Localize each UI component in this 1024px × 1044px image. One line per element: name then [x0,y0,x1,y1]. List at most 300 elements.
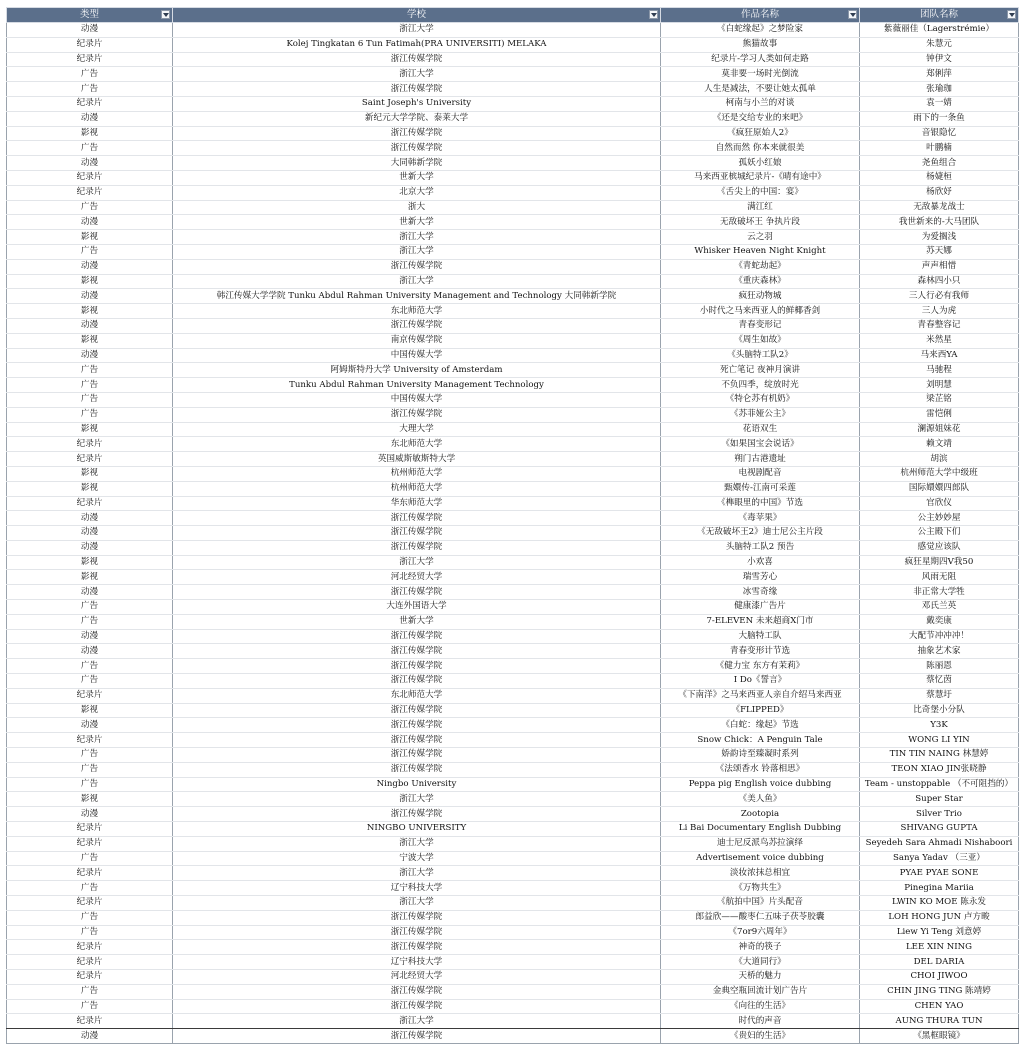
cell-work-title[interactable]: 神奇的筷子 [661,940,860,955]
cell-school[interactable]: 浙江传媒学院 [173,762,661,777]
table-row[interactable] [7,999,1019,1014]
cell-work-title[interactable]: 人生是减法，不要让她太孤单 [661,82,860,97]
cell-type[interactable]: 动漫 [7,23,173,38]
cell-work-title[interactable]: 冰雪奇缘 [661,585,860,600]
cell-team-name[interactable]: DEL DARIA [860,955,1019,970]
cell-work-title[interactable]: 《健力宝 东方有茉莉》 [661,659,860,674]
cell-work-title[interactable]: 孤妖小红娘 [661,156,860,171]
cell-work-title[interactable]: 花语双生 [661,422,860,437]
table-row[interactable] [7,170,1019,185]
cell-work-title[interactable]: Li Bai Documentary English Dubbing [661,822,860,837]
cell-work-title[interactable]: 满江红 [661,200,860,215]
cell-type[interactable]: 纪录片 [7,955,173,970]
table-row[interactable] [7,318,1019,333]
cell-type[interactable]: 影视 [7,333,173,348]
cell-work-title[interactable]: Snow Chick：A Penguin Tale [661,733,860,748]
cell-work-title[interactable]: 健康漆广告片 [661,600,860,615]
cell-work-title[interactable]: 《万物共生》 [661,881,860,896]
cell-type[interactable]: 动漫 [7,629,173,644]
cell-work-title[interactable]: 熊猫故事 [661,37,860,52]
cell-type[interactable]: 动漫 [7,585,173,600]
cell-team-name[interactable]: 蔡忆茵 [860,674,1019,689]
cell-type[interactable]: 纪录片 [7,896,173,911]
cell-type[interactable]: 动漫 [7,156,173,171]
cell-school[interactable]: 浙江传媒学院 [173,629,661,644]
cell-school[interactable]: 浙江大学 [173,866,661,881]
cell-school[interactable]: 浙江传媒学院 [173,910,661,925]
table-row[interactable] [7,1014,1019,1029]
cell-type[interactable]: 动漫 [7,318,173,333]
table-row[interactable] [7,644,1019,659]
cell-work-title[interactable]: 无敌破坏王 争执片段 [661,215,860,230]
cell-school[interactable]: 浙江传媒学院 [173,141,661,156]
cell-team-name[interactable]: 雷恺俐 [860,407,1019,422]
cell-type[interactable]: 广告 [7,614,173,629]
table-row[interactable] [7,733,1019,748]
cell-team-name[interactable]: 公主妙妙屋 [860,511,1019,526]
cell-type[interactable]: 纪录片 [7,822,173,837]
cell-school[interactable]: 浙江大学 [173,23,661,38]
cell-school[interactable]: 韩江传媒大学学院 Tunku Abdul Rahman University Management and Technology 大同韩新学院 [173,289,661,304]
cell-team-name[interactable]: 官欣仪 [860,496,1019,511]
table-row[interactable] [7,215,1019,230]
cell-work-title[interactable]: 纪录片-学习人类如何走路 [661,52,860,67]
cell-type[interactable]: 影视 [7,792,173,807]
cell-school[interactable]: 浙江传媒学院 [173,585,661,600]
table-row[interactable] [7,555,1019,570]
cell-school[interactable]: 浙江大学 [173,274,661,289]
cell-type[interactable]: 纪录片 [7,37,173,52]
cell-work-title[interactable]: 《白蛇：缘起》节选 [661,718,860,733]
cell-school[interactable]: 浙江大学 [173,1014,661,1029]
cell-team-name[interactable]: 比奇堡小分队 [860,703,1019,718]
cell-work-title[interactable]: 马来西亚槟城纪录片-《晴有途中》 [661,170,860,185]
table-row[interactable] [7,333,1019,348]
cell-type[interactable]: 影视 [7,466,173,481]
cell-work-title[interactable]: 疯狂动物城 [661,289,860,304]
cell-team-name[interactable]: 叶鹏楠 [860,141,1019,156]
cell-work-title[interactable]: 朔门古港遗址 [661,452,860,467]
cell-type[interactable]: 纪录片 [7,970,173,985]
cell-school[interactable]: 辽宁科技大学 [173,881,661,896]
cell-work-title[interactable]: 《法颂香水 铃落相思》 [661,762,860,777]
cell-type[interactable]: 影视 [7,703,173,718]
cell-school[interactable]: 世新大学 [173,614,661,629]
table-row[interactable] [7,600,1019,615]
cell-school[interactable]: Kolej Tingkatan 6 Tun Fatimah(PRA UNIVERSITI) MELAKA [173,37,661,52]
table-row[interactable] [7,851,1019,866]
table-row[interactable] [7,836,1019,851]
cell-work-title[interactable]: 淡妆浓抹总相宜 [661,866,860,881]
table-row[interactable] [7,659,1019,674]
cell-team-name[interactable]: 无敌暴龙战士 [860,200,1019,215]
cell-type[interactable]: 影视 [7,230,173,245]
cell-work-title[interactable]: 《苏菲娅公主》 [661,407,860,422]
cell-school[interactable]: 阿姆斯特丹大学 University of Amsterdam [173,363,661,378]
table-row[interactable] [7,540,1019,555]
cell-team-name[interactable]: 苏天娜 [860,244,1019,259]
cell-type[interactable]: 广告 [7,762,173,777]
cell-type[interactable]: 动漫 [7,511,173,526]
table-row[interactable] [7,570,1019,585]
cell-type[interactable]: 纪录片 [7,52,173,67]
cell-type[interactable]: 纪录片 [7,940,173,955]
table-row[interactable] [7,866,1019,881]
cell-school[interactable]: 浙江大学 [173,244,661,259]
table-row[interactable] [7,822,1019,837]
cell-work-title[interactable]: 时代的声音 [661,1014,860,1029]
cell-school[interactable]: 东北师范大学 [173,437,661,452]
cell-work-title[interactable]: 电视剧配音 [661,466,860,481]
cell-type[interactable]: 纪录片 [7,866,173,881]
cell-team-name[interactable]: 张瑜珈 [860,82,1019,97]
cell-school[interactable]: 浙江传媒学院 [173,984,661,999]
cell-team-name[interactable]: TIN TIN NAING 林慧婷 [860,748,1019,763]
cell-work-title[interactable]: 《如果国宝会说话》 [661,437,860,452]
cell-school[interactable]: 浙江大学 [173,836,661,851]
cell-team-name[interactable]: 马驰程 [860,363,1019,378]
cell-work-title[interactable]: 青春变形计节选 [661,644,860,659]
cell-school[interactable]: 浙江传媒学院 [173,407,661,422]
cell-type[interactable]: 纪录片 [7,688,173,703]
cell-school[interactable]: 浙江大学 [173,555,661,570]
cell-work-title[interactable]: 《7or9六周年》 [661,925,860,940]
cell-team-name[interactable]: TEON XIAO JIN张晓静 [860,762,1019,777]
cell-type[interactable]: 动漫 [7,718,173,733]
cell-team-name[interactable]: 感觉应该队 [860,540,1019,555]
cell-work-title[interactable]: 《榫眼里的中国》节选 [661,496,860,511]
cell-school[interactable]: 宁波大学 [173,851,661,866]
table-row[interactable] [7,274,1019,289]
cell-school[interactable]: 南京传媒学院 [173,333,661,348]
cell-team-name[interactable]: 邓氏兰英 [860,600,1019,615]
cell-work-title[interactable]: 《还是交给专业的来吧》 [661,111,860,126]
cell-work-title[interactable]: 《白蛇缘起》之梦险家 [661,23,860,38]
cell-school[interactable]: 浙江传媒学院 [173,52,661,67]
cell-work-title[interactable]: 小欢喜 [661,555,860,570]
cell-school[interactable]: 浙江大学 [173,230,661,245]
cell-team-name[interactable]: 梁芷铭 [860,392,1019,407]
cell-team-name[interactable]: 钟伊文 [860,52,1019,67]
cell-team-name[interactable]: LOH HONG JUN 卢方畯 [860,910,1019,925]
cell-type[interactable]: 纪录片 [7,733,173,748]
cell-school[interactable]: 北京大学 [173,185,661,200]
cell-type[interactable]: 纪录片 [7,496,173,511]
table-row[interactable] [7,466,1019,481]
cell-school[interactable]: 浙江传媒学院 [173,511,661,526]
cell-type[interactable]: 广告 [7,363,173,378]
cell-school[interactable]: 浙江传媒学院 [173,718,661,733]
cell-school[interactable]: 世新大学 [173,215,661,230]
table-row[interactable] [7,378,1019,393]
cell-type[interactable]: 纪录片 [7,170,173,185]
cell-type[interactable]: 影视 [7,481,173,496]
cell-work-title[interactable]: 金典空瓶回流计划广告片 [661,984,860,999]
cell-team-name[interactable]: 雨下的一条鱼 [860,111,1019,126]
cell-team-name[interactable]: 森林四小只 [860,274,1019,289]
cell-team-name[interactable]: 朱慧元 [860,37,1019,52]
cell-team-name[interactable]: 赖文靖 [860,437,1019,452]
cell-work-title[interactable]: 自然而然 你本来就很美 [661,141,860,156]
cell-team-name[interactable]: LWIN KO MOE 陈永发 [860,896,1019,911]
cell-team-name[interactable]: 为爱搁浅 [860,230,1019,245]
cell-team-name[interactable]: 音银隐忆 [860,126,1019,141]
table-row[interactable] [7,111,1019,126]
filter-dropdown-icon[interactable] [848,10,857,19]
cell-work-title[interactable]: 7-ELEVEN 未来超商X门市 [661,614,860,629]
cell-school[interactable]: 浙江传媒学院 [173,925,661,940]
table-row[interactable] [7,511,1019,526]
cell-type[interactable]: 广告 [7,851,173,866]
cell-team-name[interactable]: 风雨无阻 [860,570,1019,585]
cell-school[interactable]: 浙江传媒学院 [173,999,661,1014]
cell-team-name[interactable]: 蔡慧圩 [860,688,1019,703]
table-row[interactable] [7,748,1019,763]
cell-school[interactable]: 世新大学 [173,170,661,185]
cell-work-title[interactable]: 莫非要一场时光倒流 [661,67,860,82]
cell-work-title[interactable]: Peppa pig English voice dubbing [661,777,860,792]
cell-type[interactable]: 广告 [7,392,173,407]
cell-team-name[interactable]: 三人为虎 [860,304,1019,319]
cell-school[interactable]: Ningbo University [173,777,661,792]
cell-school[interactable]: 浙江传媒学院 [173,1029,661,1044]
table-row[interactable] [7,126,1019,141]
cell-school[interactable]: 浙江传媒学院 [173,807,661,822]
cell-team-name[interactable]: 《黑框眼镜》 [860,1029,1019,1044]
cell-team-name[interactable]: 米然星 [860,333,1019,348]
cell-work-title[interactable]: 不负四季，绽放时光 [661,378,860,393]
cell-type[interactable]: 广告 [7,748,173,763]
cell-school[interactable]: 浙大 [173,200,661,215]
cell-type[interactable]: 动漫 [7,1029,173,1044]
cell-type[interactable]: 广告 [7,67,173,82]
cell-school[interactable]: 东北师范大学 [173,304,661,319]
table-row[interactable] [7,82,1019,97]
cell-team-name[interactable]: PYAE PYAE SONE [860,866,1019,881]
cell-work-title[interactable]: 《FLIPPED》 [661,703,860,718]
cell-work-title[interactable]: 《舌尖上的中国：宴》 [661,185,860,200]
cell-work-title[interactable]: 《特仑苏有机奶》 [661,392,860,407]
cell-team-name[interactable]: Y3K [860,718,1019,733]
cell-type[interactable]: 动漫 [7,526,173,541]
table-row[interactable] [7,984,1019,999]
table-row[interactable] [7,37,1019,52]
cell-type[interactable]: 广告 [7,984,173,999]
cell-type[interactable]: 纪录片 [7,1014,173,1029]
cell-type[interactable]: 广告 [7,881,173,896]
cell-school[interactable]: 中国传媒大学 [173,392,661,407]
cell-school[interactable]: 英国威斯敏斯特大学 [173,452,661,467]
cell-work-title[interactable]: Advertisement voice dubbing [661,851,860,866]
table-row[interactable] [7,496,1019,511]
cell-school[interactable]: 浙江传媒学院 [173,659,661,674]
cell-school[interactable]: 浙江传媒学院 [173,644,661,659]
cell-school[interactable]: 杭州师范大学 [173,481,661,496]
table-row[interactable] [7,244,1019,259]
table-row[interactable] [7,156,1019,171]
cell-type[interactable]: 动漫 [7,111,173,126]
cell-school[interactable]: 新纪元大学学院、泰莱大学 [173,111,661,126]
cell-school[interactable]: 浙江传媒学院 [173,82,661,97]
filter-dropdown-icon[interactable] [1007,10,1016,19]
cell-work-title[interactable]: 《重庆森林》 [661,274,860,289]
cell-type[interactable]: 动漫 [7,259,173,274]
cell-team-name[interactable]: 戴奕康 [860,614,1019,629]
cell-team-name[interactable]: 郑俐萍 [860,67,1019,82]
cell-team-name[interactable]: Pinegina Mariia [860,881,1019,896]
cell-team-name[interactable]: CHEN YAO [860,999,1019,1014]
cell-type[interactable]: 广告 [7,674,173,689]
cell-type[interactable]: 广告 [7,141,173,156]
table-row[interactable] [7,1029,1019,1044]
cell-team-name[interactable]: 国际嬛嬛四郎队 [860,481,1019,496]
cell-team-name[interactable]: 袁一婧 [860,96,1019,111]
cell-type[interactable]: 影视 [7,570,173,585]
cell-work-title[interactable]: 《无敌破坏王2》迪士尼公主片段 [661,526,860,541]
table-row[interactable] [7,392,1019,407]
cell-school[interactable]: 浙江大学 [173,896,661,911]
table-row[interactable] [7,703,1019,718]
cell-type[interactable]: 纪录片 [7,452,173,467]
cell-type[interactable]: 动漫 [7,540,173,555]
cell-work-title[interactable]: 头脑特工队2 预告 [661,540,860,555]
cell-school[interactable]: 浙江传媒学院 [173,540,661,555]
cell-type[interactable]: 影视 [7,422,173,437]
cell-school[interactable]: 辽宁科技大学 [173,955,661,970]
cell-type[interactable]: 影视 [7,126,173,141]
cell-team-name[interactable]: CHIN JING TING 陈靖婷 [860,984,1019,999]
cell-school[interactable]: 浙江传媒学院 [173,126,661,141]
cell-type[interactable]: 影视 [7,304,173,319]
cell-school[interactable]: 河北经贸大学 [173,570,661,585]
cell-team-name[interactable]: 澜源姐妹花 [860,422,1019,437]
table-row[interactable] [7,896,1019,911]
cell-type[interactable]: 动漫 [7,289,173,304]
table-row[interactable] [7,67,1019,82]
table-row[interactable] [7,614,1019,629]
cell-team-name[interactable]: Liew Yi Teng 刘意婷 [860,925,1019,940]
cell-team-name[interactable]: 抽象艺术家 [860,644,1019,659]
cell-type[interactable]: 广告 [7,925,173,940]
cell-work-title[interactable]: 云之羽 [661,230,860,245]
table-row[interactable] [7,289,1019,304]
cell-type[interactable]: 广告 [7,378,173,393]
table-row[interactable] [7,422,1019,437]
cell-team-name[interactable]: Sanya Yadav （三亚） [860,851,1019,866]
cell-team-name[interactable]: 公主殿下们 [860,526,1019,541]
cell-type[interactable]: 广告 [7,659,173,674]
table-row[interactable] [7,688,1019,703]
table-row[interactable] [7,259,1019,274]
cell-team-name[interactable]: 紫薇丽佳（Lagerstrémie） [860,23,1019,38]
cell-school[interactable]: 浙江传媒学院 [173,674,661,689]
cell-work-title[interactable]: 《向往的生活》 [661,999,860,1014]
cell-work-title[interactable]: 《头脑特工队2》 [661,348,860,363]
table-row[interactable] [7,407,1019,422]
cell-team-name[interactable]: 疯狂星期四V我50 [860,555,1019,570]
cell-work-title[interactable]: 《周生如故》 [661,333,860,348]
table-row[interactable] [7,52,1019,67]
table-row[interactable] [7,718,1019,733]
cell-work-title[interactable]: 《航拍中国》片头配音 [661,896,860,911]
cell-school[interactable]: 浙江传媒学院 [173,940,661,955]
cell-team-name[interactable]: 陈丽恩 [860,659,1019,674]
cell-school[interactable]: 中国传媒大学 [173,348,661,363]
cell-school[interactable]: 浙江传媒学院 [173,733,661,748]
cell-work-title[interactable]: 小时代之马来西亚人的鲜椰香剑 [661,304,860,319]
filter-dropdown-icon[interactable] [649,10,658,19]
cell-work-title[interactable]: 《毒苹果》 [661,511,860,526]
cell-work-title[interactable]: 《青蛇劫起》 [661,259,860,274]
table-row[interactable] [7,437,1019,452]
cell-team-name[interactable]: Super Star [860,792,1019,807]
cell-work-title[interactable]: 瑞雪芳心 [661,570,860,585]
cell-team-name[interactable]: 声声相惜 [860,259,1019,274]
cell-type[interactable]: 纪录片 [7,437,173,452]
cell-school[interactable]: 浙江大学 [173,67,661,82]
table-row[interactable] [7,777,1019,792]
table-row[interactable] [7,526,1019,541]
table-row[interactable] [7,807,1019,822]
cell-type[interactable]: 广告 [7,600,173,615]
cell-team-name[interactable]: 马来西YA [860,348,1019,363]
table-row[interactable] [7,96,1019,111]
cell-work-title[interactable]: 《大道同行》 [661,955,860,970]
cell-work-title[interactable]: 迪士尼反派鸟苏拉演绎 [661,836,860,851]
cell-team-name[interactable]: 刘明慧 [860,378,1019,393]
table-row[interactable] [7,200,1019,215]
cell-team-name[interactable]: 非正常大学牲 [860,585,1019,600]
cell-school[interactable]: Tunku Abdul Rahman University Management Technology [173,378,661,393]
table-row[interactable] [7,348,1019,363]
cell-type[interactable]: 广告 [7,200,173,215]
cell-type[interactable]: 纪录片 [7,96,173,111]
cell-type[interactable]: 动漫 [7,215,173,230]
cell-school[interactable]: 大同韩新学院 [173,156,661,171]
table-row[interactable] [7,141,1019,156]
table-row[interactable] [7,940,1019,955]
table-row[interactable] [7,762,1019,777]
cell-work-title[interactable]: 大脑特工队 [661,629,860,644]
table-row[interactable] [7,970,1019,985]
cell-school[interactable]: 杭州师范大学 [173,466,661,481]
cell-work-title[interactable]: Whisker Heaven Night Knight [661,244,860,259]
table-row[interactable] [7,185,1019,200]
cell-team-name[interactable]: WONG LI YIN [860,733,1019,748]
cell-school[interactable]: 浙江传媒学院 [173,318,661,333]
cell-work-title[interactable]: Zootopia [661,807,860,822]
cell-type[interactable]: 广告 [7,999,173,1014]
table-row[interactable] [7,925,1019,940]
cell-work-title[interactable]: 天桥的魅力 [661,970,860,985]
cell-team-name[interactable]: SHIVANG GUPTA [860,822,1019,837]
cell-type[interactable]: 动漫 [7,644,173,659]
cell-school[interactable]: 浙江大学 [173,792,661,807]
cell-team-name[interactable]: Seyedeh Sara Ahmadi Nishaboori [860,836,1019,851]
table-row[interactable] [7,881,1019,896]
cell-work-title[interactable]: 甄嬛传-江南可采莲 [661,481,860,496]
cell-school[interactable]: Saint Joseph's University [173,96,661,111]
cell-team-name[interactable]: 杨欣妤 [860,185,1019,200]
cell-work-title[interactable]: 《贵妇的生活》 [661,1029,860,1044]
cell-school[interactable]: 浙江传媒学院 [173,526,661,541]
cell-team-name[interactable]: 三人行必有我师 [860,289,1019,304]
cell-school[interactable]: 大理大学 [173,422,661,437]
cell-work-title[interactable]: 柯南与小兰的对谈 [661,96,860,111]
cell-school[interactable]: 河北经贸大学 [173,970,661,985]
cell-team-name[interactable]: 杨婕桓 [860,170,1019,185]
cell-team-name[interactable]: AUNG THURA TUN [860,1014,1019,1029]
